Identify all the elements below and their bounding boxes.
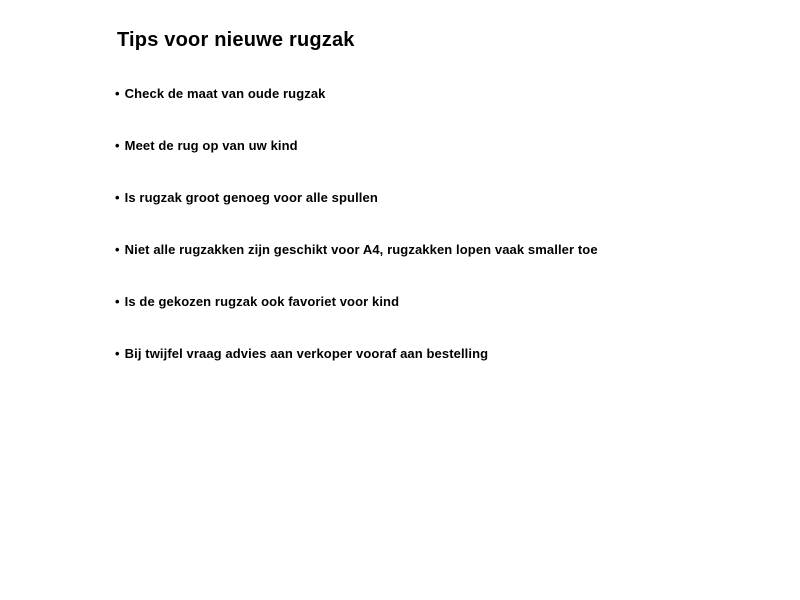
bullet-text: Niet alle rugzakken zijn geschikt voor A4, rugzakken lopen vaak smaller toe — [124, 242, 598, 257]
bullet-icon: • — [115, 138, 120, 153]
bullet-list — [115, 86, 598, 398]
bullet-icon: • — [115, 346, 120, 361]
bullet-text: Check de maat van oude rugzak — [124, 86, 326, 101]
bullet-icon: • — [115, 86, 120, 101]
bullet-text: Bij twijfel vraag advies aan verkoper vooraf aan bestelling — [124, 346, 489, 361]
bullet-icon: • — [115, 190, 120, 205]
bullet-text: Is de gekozen rugzak ook favoriet voor kind — [124, 294, 400, 309]
list-item — [115, 294, 598, 310]
bullet-text: Meet de rug op van uw kind — [124, 138, 298, 153]
list-item — [115, 346, 598, 362]
bullet-text: Is rugzak groot genoeg voor alle spullen — [124, 190, 378, 205]
list-item — [115, 86, 598, 102]
bullet-icon: • — [115, 242, 120, 257]
page-title: Tips voor nieuwe rugzak — [117, 29, 355, 51]
list-item — [115, 138, 598, 154]
bullet-icon: • — [115, 294, 120, 309]
list-item — [115, 242, 598, 258]
list-item — [115, 190, 598, 206]
